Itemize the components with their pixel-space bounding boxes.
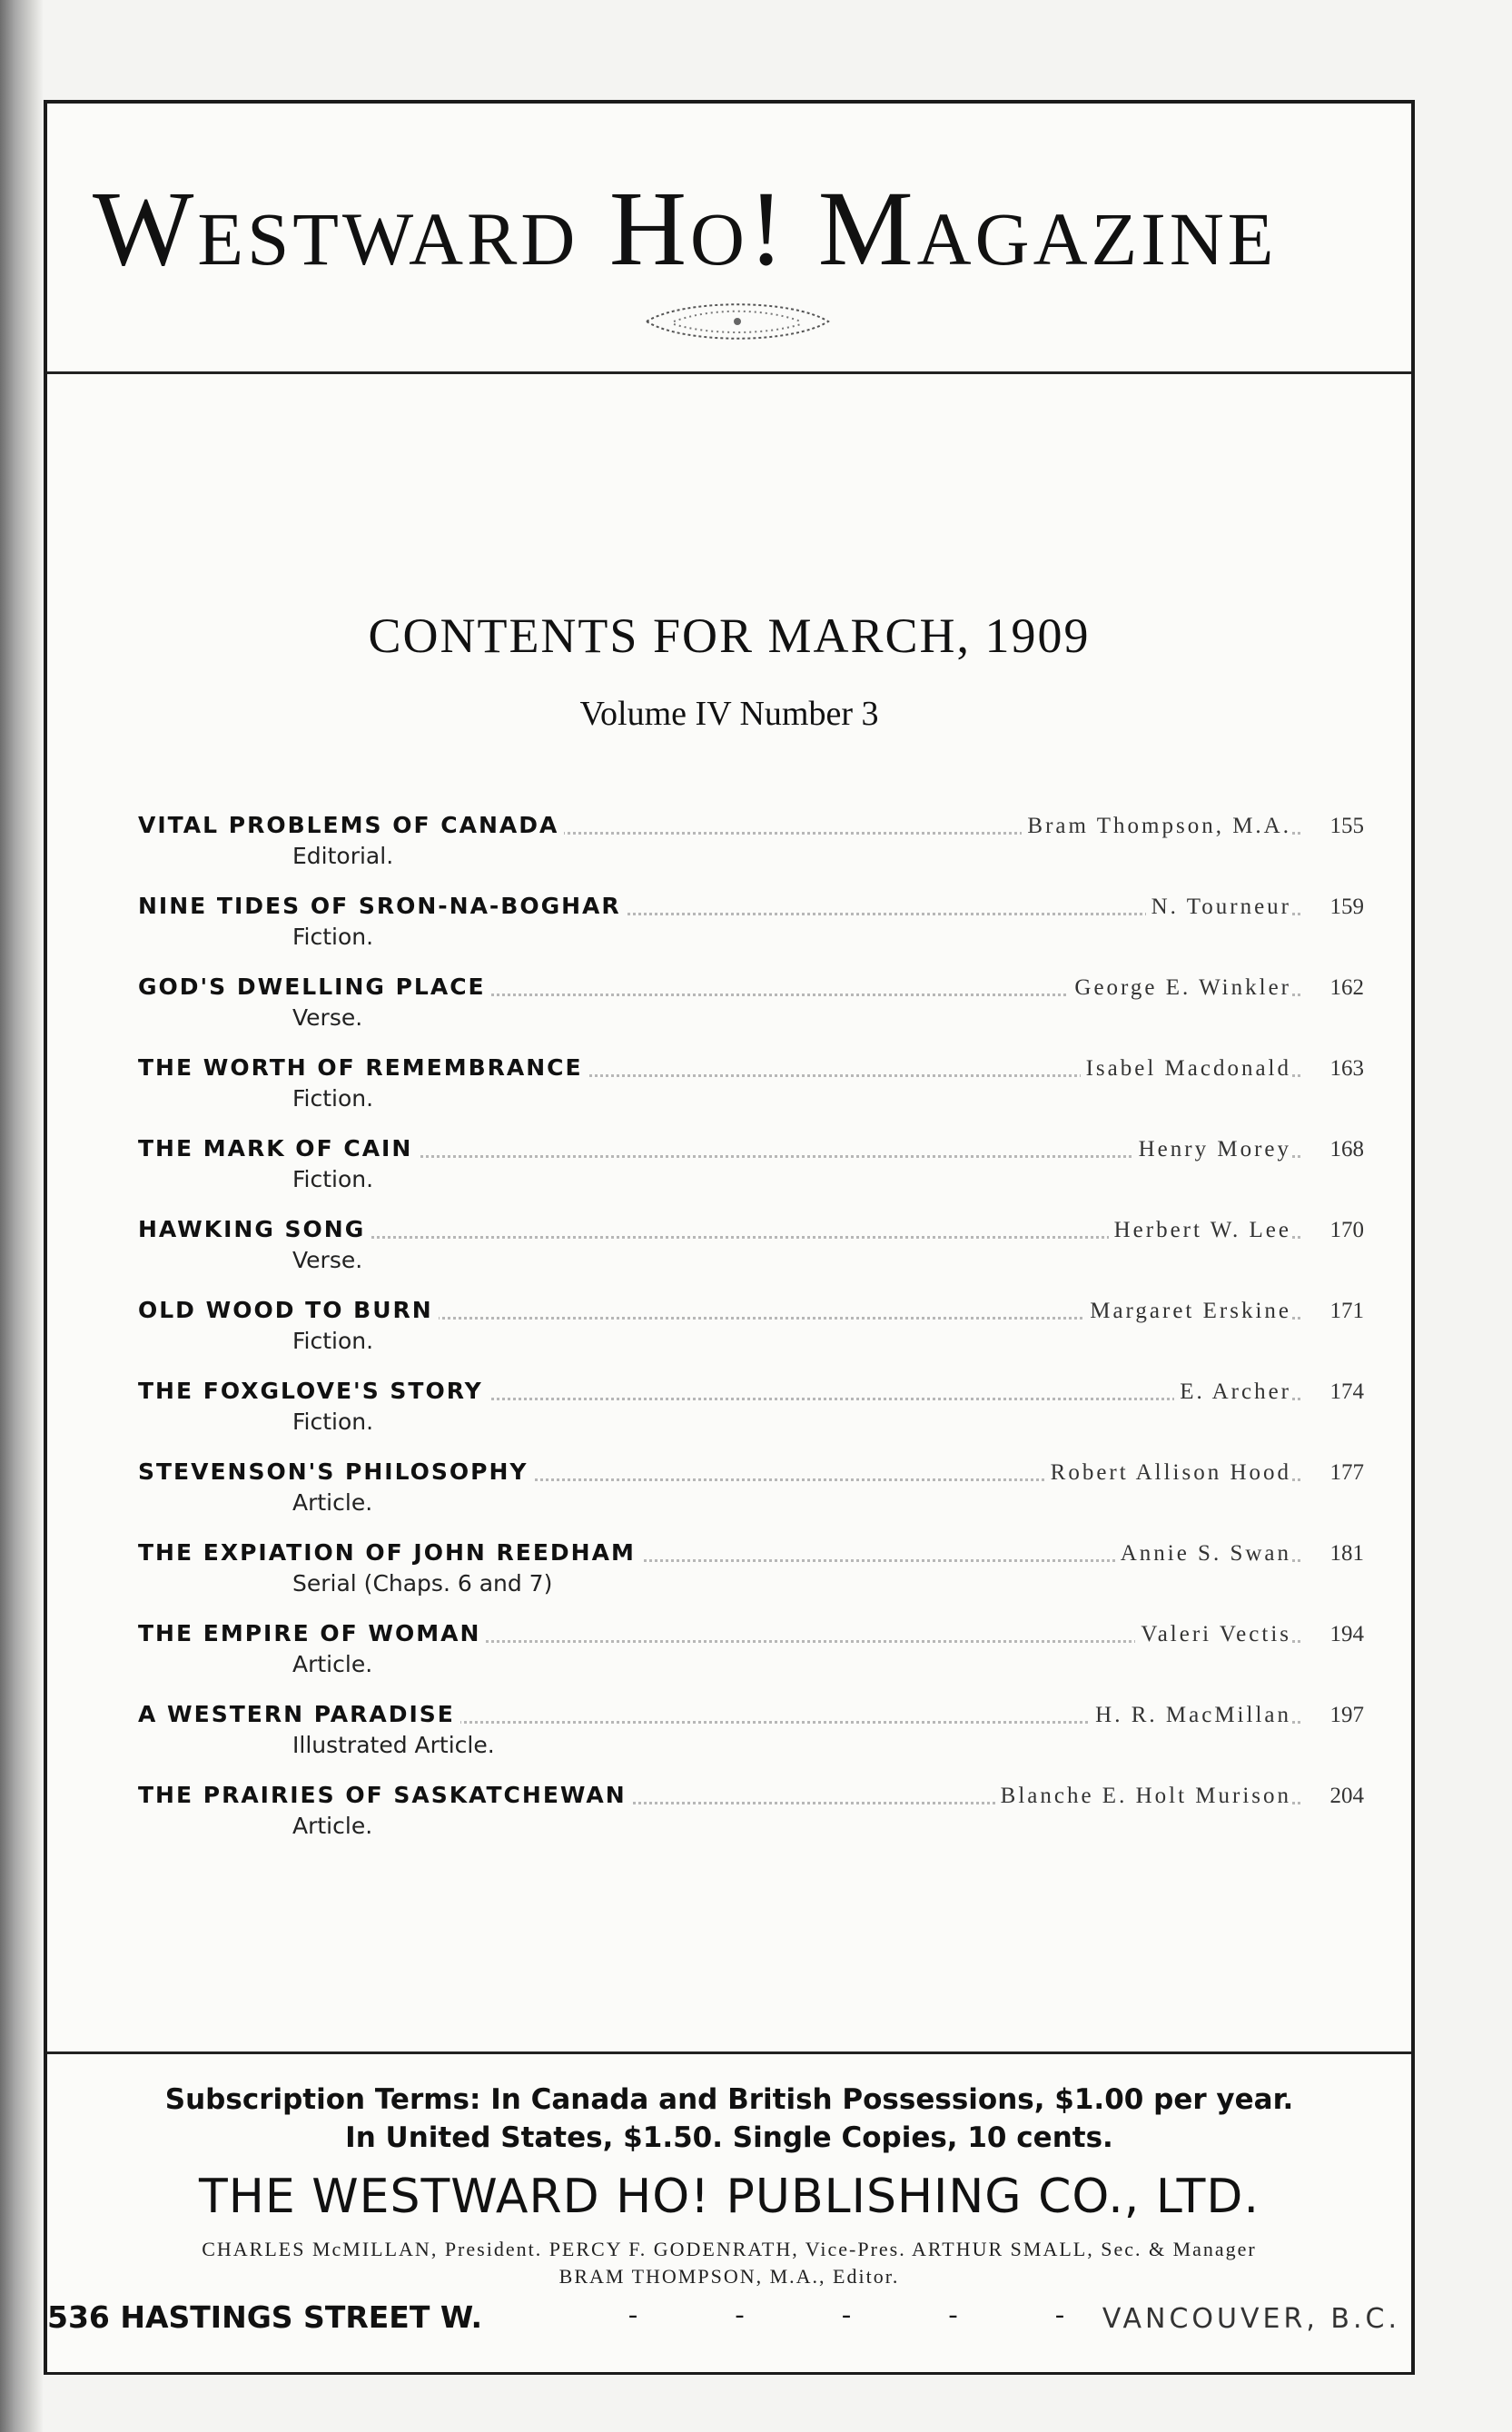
toc-entry <box>138 1216 1364 1297</box>
footer-divider <box>47 2051 1411 2054</box>
toc-entry-page-number: 177 <box>1329 1460 1364 1485</box>
toc-entry-category: Fiction. <box>292 1409 374 1435</box>
magazine-page <box>44 100 1415 2375</box>
toc-entry <box>138 812 1364 893</box>
toc-entry-category: Fiction. <box>292 924 374 950</box>
table-of-contents <box>138 812 1364 1863</box>
toc-entry-title: THE PRAIRIES OF SASKATCHEWAN <box>138 1782 632 1808</box>
publisher-name: THE WESTWARD HO! PUBLISHING CO., LTD. <box>199 2170 1260 2224</box>
toc-entry-title: A WESTERN PARADISE <box>138 1701 460 1727</box>
toc-entry-category: Verse. <box>292 1004 363 1031</box>
subscription-terms-line-2: In United States, $1.50. Single Copies, 10 cents. <box>345 2121 1113 2154</box>
toc-entry <box>138 974 1364 1054</box>
toc-entry-category: Article. <box>292 1489 373 1516</box>
toc-entry-author: E. Archer <box>1174 1379 1291 1405</box>
toc-entry-page-number: 155 <box>1329 814 1364 838</box>
officers-line-2: BRAM THOMPSON, M.A., Editor. <box>558 2265 900 2288</box>
toc-entry <box>138 893 1364 974</box>
toc-entry-category: Illustrated Article. <box>292 1732 495 1758</box>
toc-entry-category: Article. <box>292 1651 373 1677</box>
masthead-title: Westward Ho! Magazine <box>93 169 1278 288</box>
toc-entry-author: Valeri Vectis <box>1135 1622 1291 1647</box>
officers-line-1: CHARLES McMILLAN, President. PERCY F. GODENRATH, Vice-Pres. ARTHUR SMALL, Sec. & Manager <box>202 2238 1257 2260</box>
toc-entry <box>138 1620 1364 1701</box>
toc-entry <box>138 1539 1364 1620</box>
toc-entry-title: THE EMPIRE OF WOMAN <box>138 1620 486 1646</box>
masthead-divider <box>47 371 1411 374</box>
toc-entry-page-number: 159 <box>1329 895 1364 919</box>
toc-entry-author: George E. Winkler <box>1069 975 1291 1001</box>
toc-entry <box>138 1054 1364 1135</box>
toc-entry-page-number: 197 <box>1329 1703 1364 1727</box>
subscription-terms-line-1: Subscription Terms: In Canada and British Possessions, $1.00 per year. <box>164 2083 1294 2116</box>
toc-entry-title: THE FOXGLOVE'S STORY <box>138 1378 489 1404</box>
toc-entry-author: Blanche E. Holt Murison <box>995 1784 1291 1809</box>
separator-dash: - <box>842 2299 851 2329</box>
toc-entry-category: Verse. <box>292 1247 363 1273</box>
separator-dash: - <box>948 2299 958 2329</box>
ornament-icon <box>637 294 837 349</box>
toc-entry-author: Margaret Erskine <box>1084 1299 1291 1324</box>
toc-entry-page-number: 204 <box>1329 1784 1364 1808</box>
toc-entry <box>138 1458 1364 1539</box>
separator-dash: - <box>628 2299 637 2329</box>
toc-entry-author: Herbert W. Lee <box>1109 1218 1291 1243</box>
toc-entry-title: VITAL PROBLEMS OF CANADA <box>138 812 564 838</box>
toc-entry-author: Isabel Macdonald <box>1081 1056 1291 1082</box>
toc-entry-title: NINE TIDES OF SRON-NA-BOGHAR <box>138 893 627 919</box>
binding-spine-shadow <box>0 0 44 2432</box>
toc-entry-page-number: 171 <box>1329 1299 1364 1323</box>
toc-entry-author: Annie S. Swan <box>1115 1541 1291 1567</box>
toc-entry-category: Fiction. <box>292 1328 374 1354</box>
volume-number: Volume IV Number 3 <box>579 695 879 733</box>
toc-entry-page-number: 170 <box>1329 1218 1364 1242</box>
toc-entry <box>138 1701 1364 1782</box>
toc-entry-category: Fiction. <box>292 1166 374 1192</box>
street-address: 536 HASTINGS STREET W. <box>47 2299 483 2335</box>
contents-heading: CONTENTS FOR MARCH, 1909 <box>368 608 1091 663</box>
toc-entry-page-number: 163 <box>1329 1056 1364 1081</box>
toc-entry-category: Editorial. <box>292 843 394 869</box>
toc-entry <box>138 1782 1364 1863</box>
toc-entry-author: Bram Thompson, M.A. <box>1022 814 1291 839</box>
address-separator-dashes <box>628 2299 1064 2330</box>
toc-entry-category: Serial (Chaps. 6 and 7) <box>292 1570 553 1597</box>
toc-entry-page-number: 194 <box>1329 1622 1364 1646</box>
toc-entry-page-number: 174 <box>1329 1379 1364 1404</box>
toc-entry-title: STEVENSON'S PHILOSOPHY <box>138 1458 533 1485</box>
toc-entry-title: THE WORTH OF REMEMBRANCE <box>138 1054 588 1081</box>
toc-entry-page-number: 168 <box>1329 1137 1364 1162</box>
separator-dash: - <box>735 2299 745 2329</box>
toc-entry-title: HAWKING SONG <box>138 1216 371 1242</box>
toc-entry-category: Fiction. <box>292 1085 374 1112</box>
toc-entry-page-number: 162 <box>1329 975 1364 1000</box>
toc-entry <box>138 1378 1364 1458</box>
city-address: VANCOUVER, B.C. <box>1102 2303 1400 2335</box>
toc-entry-page-number: 181 <box>1329 1541 1364 1566</box>
toc-entry-title: OLD WOOD TO BURN <box>138 1297 439 1323</box>
toc-entry-author: N. Tourneur <box>1146 895 1291 920</box>
toc-entry-title: THE EXPIATION OF JOHN REEDHAM <box>138 1539 641 1566</box>
toc-entry-title: GOD'S DWELLING PLACE <box>138 974 491 1000</box>
toc-entry-title: THE MARK OF CAIN <box>138 1135 418 1162</box>
toc-entry <box>138 1297 1364 1378</box>
toc-entry-author: Robert Allison Hood <box>1045 1460 1291 1486</box>
separator-dash: - <box>1055 2299 1064 2329</box>
toc-entry-author: H. R. MacMillan <box>1090 1703 1291 1728</box>
toc-entry-author: Henry Morey <box>1133 1137 1291 1162</box>
toc-entry <box>138 1135 1364 1216</box>
toc-entry-category: Article. <box>292 1813 373 1839</box>
